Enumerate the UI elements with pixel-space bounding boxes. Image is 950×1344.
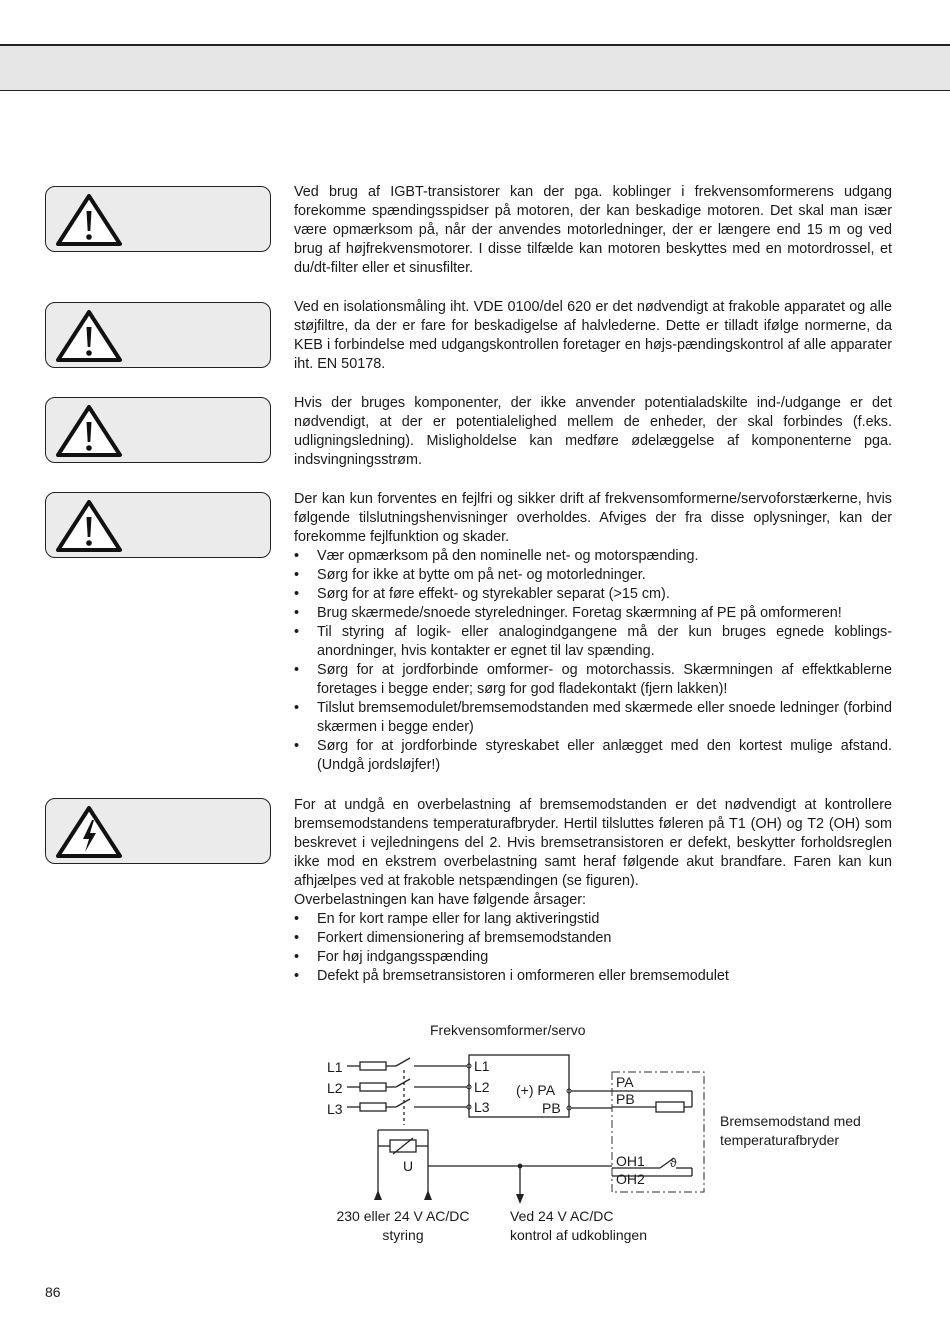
control-caption-line1: Ved 24 V AC/DC bbox=[510, 1208, 614, 1224]
paragraph-insulation bbox=[294, 298, 892, 374]
supply-arrow-2 bbox=[424, 1190, 432, 1200]
list-item: • Sørg for at jordforbinde omformer- og motorchassis. Skærmningen af effektkablerne foretages i begge ender; sørg for god fladekontakt (fjern lakken)! bbox=[294, 661, 892, 699]
mains-label-l3: L3 bbox=[327, 1101, 343, 1117]
list-item: • Defekt på bremsetransistoren i omformeren eller bremsemodulet bbox=[294, 967, 892, 986]
list-item: • Forkert dimensionering af bremsemodstanden bbox=[294, 929, 892, 948]
inverter-input-l1: L1 bbox=[474, 1058, 490, 1074]
supply-caption-line1: 230 eller 24 V AC/DC bbox=[336, 1208, 470, 1224]
mains-lines bbox=[347, 1058, 469, 1125]
warning-box-1 bbox=[45, 186, 271, 252]
paragraph-connection-intro: Der kan kun forventes en fejlfri og sikker drift af frekvensomformerne/servoforstærkerne, hvis følgende tilslutningshenvisninger overholdes. Afviges der fra disse oplysninger, kan der forekomme fejlfunktion og skader. bbox=[294, 491, 892, 545]
inverter-input-l2: L2 bbox=[474, 1079, 490, 1095]
warning-exclamation-icon bbox=[54, 404, 124, 458]
paragraph-connection bbox=[294, 490, 892, 775]
high-voltage-icon bbox=[54, 805, 124, 859]
warning-exclamation-icon bbox=[54, 499, 124, 553]
paragraph-brake bbox=[294, 796, 892, 986]
resistor-caption-line2: temperaturafbryder bbox=[720, 1132, 840, 1148]
list-item: • For høj indgangsspænding bbox=[294, 948, 892, 967]
inverter-pb-label: PB bbox=[542, 1100, 561, 1116]
paragraph-igbt bbox=[294, 183, 892, 278]
paragraph-brake-intro: For at undgå en overbelastning af bremsemodstanden er det nødvendigt at kontrollere bremsemodstandens temperaturafbryder. Hertil tilsluttes føleren på T1 (OH) og T2 (OH) som beskrevet i vejledningens del 2. Hvis bremsetransistoren er defekt, beskytter forholdsreglen ikke mod en ekstrem overbelastning samt heraf følgende akut brandfare. Faren kan kun afhjælpes ved at frakoble netspændingen (se figuren). bbox=[294, 797, 892, 889]
paragraph-potential-text: Hvis der bruges komponenter, der ikke anvender potentialadskilte ind-/udgange er det nødvendigt, at der er potentialelighed mellem de enheder, der skal forbindes (f.eks. udligningsledning). Misligholdelse kan medføre ødelæggelse af komponenterne pga. indsvingningsstrøm. bbox=[294, 395, 892, 468]
warning-box-5 bbox=[45, 798, 271, 864]
diagram-title: Frekvensomformer/servo bbox=[430, 1022, 586, 1038]
warning-box-4 bbox=[45, 492, 271, 558]
resistor-pb-label: PB bbox=[616, 1091, 635, 1107]
oh2-label: OH2 bbox=[616, 1171, 645, 1187]
list-item: • Vær opmærksom på den nominelle net- og motorspænding. bbox=[294, 547, 892, 566]
mains-label-l1: L1 bbox=[327, 1059, 343, 1075]
control-arrow bbox=[516, 1194, 524, 1204]
paragraph-insulation-text: Ved en isolationsmåling iht. VDE 0100/del 620 er det nødvendigt at frakoble apparatet og alle støjfiltre, da der er fare for beskadigelse af halvlederne. Dette er tilladt ifølge normerne, da KEB i forbindelse med udgangskontrollen foretager en højs-pændingskontrol af alle apparater iht. EN 50178. bbox=[294, 299, 892, 372]
header-band bbox=[0, 46, 950, 91]
inverter-input-l3: L3 bbox=[474, 1099, 490, 1115]
list-item: • Brug skærmede/snoede styreledninger. Foretag skærmning af PE på omformeren! bbox=[294, 604, 892, 623]
thermo-symbol: ϑ bbox=[670, 1156, 677, 1170]
supply-caption-line2: styring bbox=[382, 1227, 424, 1243]
paragraph-potential bbox=[294, 394, 892, 470]
warning-box-2 bbox=[45, 302, 271, 368]
warning-exclamation-icon bbox=[54, 193, 124, 247]
page-number: 86 bbox=[45, 1284, 61, 1300]
inverter-pa-label: (+) PA bbox=[516, 1082, 556, 1098]
list-item: • Tilslut bremsemodulet/bremsemodstanden med skærmede eller snoede ledninger (forbind skærmen i begge ender) bbox=[294, 699, 892, 737]
relay-u-label: U bbox=[403, 1158, 414, 1174]
resistor-pa-label: PA bbox=[616, 1074, 634, 1090]
paragraph-igbt-text: Ved brug af IGBT-transistorer kan der pga. koblinger i frekvensomformerens udgang forekomme spændingsspidser på motoren, der kan beskadige motoren. Det skal man især være opmærksom på, når der anvendes motorledninger, der er længere end 15 m og ved brug af højfrekvensmotorer. I disse tilfælde kan motoren beskyttes med en motordrossel, et du/dt-filter eller et sinusfilter. bbox=[294, 184, 892, 276]
paragraph-brake-sub: Overbelastningen kan have følgende årsager: bbox=[294, 892, 586, 908]
junction-dot bbox=[518, 1164, 523, 1169]
wiring-diagram bbox=[0, 1010, 950, 1250]
warning-exclamation-icon bbox=[54, 309, 124, 363]
mains-label-l2: L2 bbox=[327, 1080, 343, 1096]
connection-bullet-list bbox=[294, 547, 892, 775]
list-item: • Sørg for at føre effekt- og styrekabler separat (>15 cm). bbox=[294, 585, 892, 604]
resistor-caption-line1: Bremsemodstand med bbox=[720, 1113, 861, 1129]
control-caption-line2: kontrol af udkoblingen bbox=[510, 1227, 647, 1243]
brake-bullet-list bbox=[294, 910, 892, 986]
oh1-label: OH1 bbox=[616, 1153, 645, 1169]
supply-arrow-1 bbox=[374, 1190, 382, 1200]
list-item: • Sørg for ikke at bytte om på net- og motorledninger. bbox=[294, 566, 892, 585]
list-item: • Til styring af logik- eller analogindgangene må der kun bruges egnede koblings-anordninger, hvis kontakter er egnet til lav spænding. bbox=[294, 623, 892, 661]
list-item: • En for kort rampe eller for lang aktiveringstid bbox=[294, 910, 892, 929]
list-item: • Sørg for at jordforbinde styreskabet eller anlægget med den kortest mulige afstand. (Undgå jordsløjfer!) bbox=[294, 737, 892, 775]
warning-box-3 bbox=[45, 397, 271, 463]
